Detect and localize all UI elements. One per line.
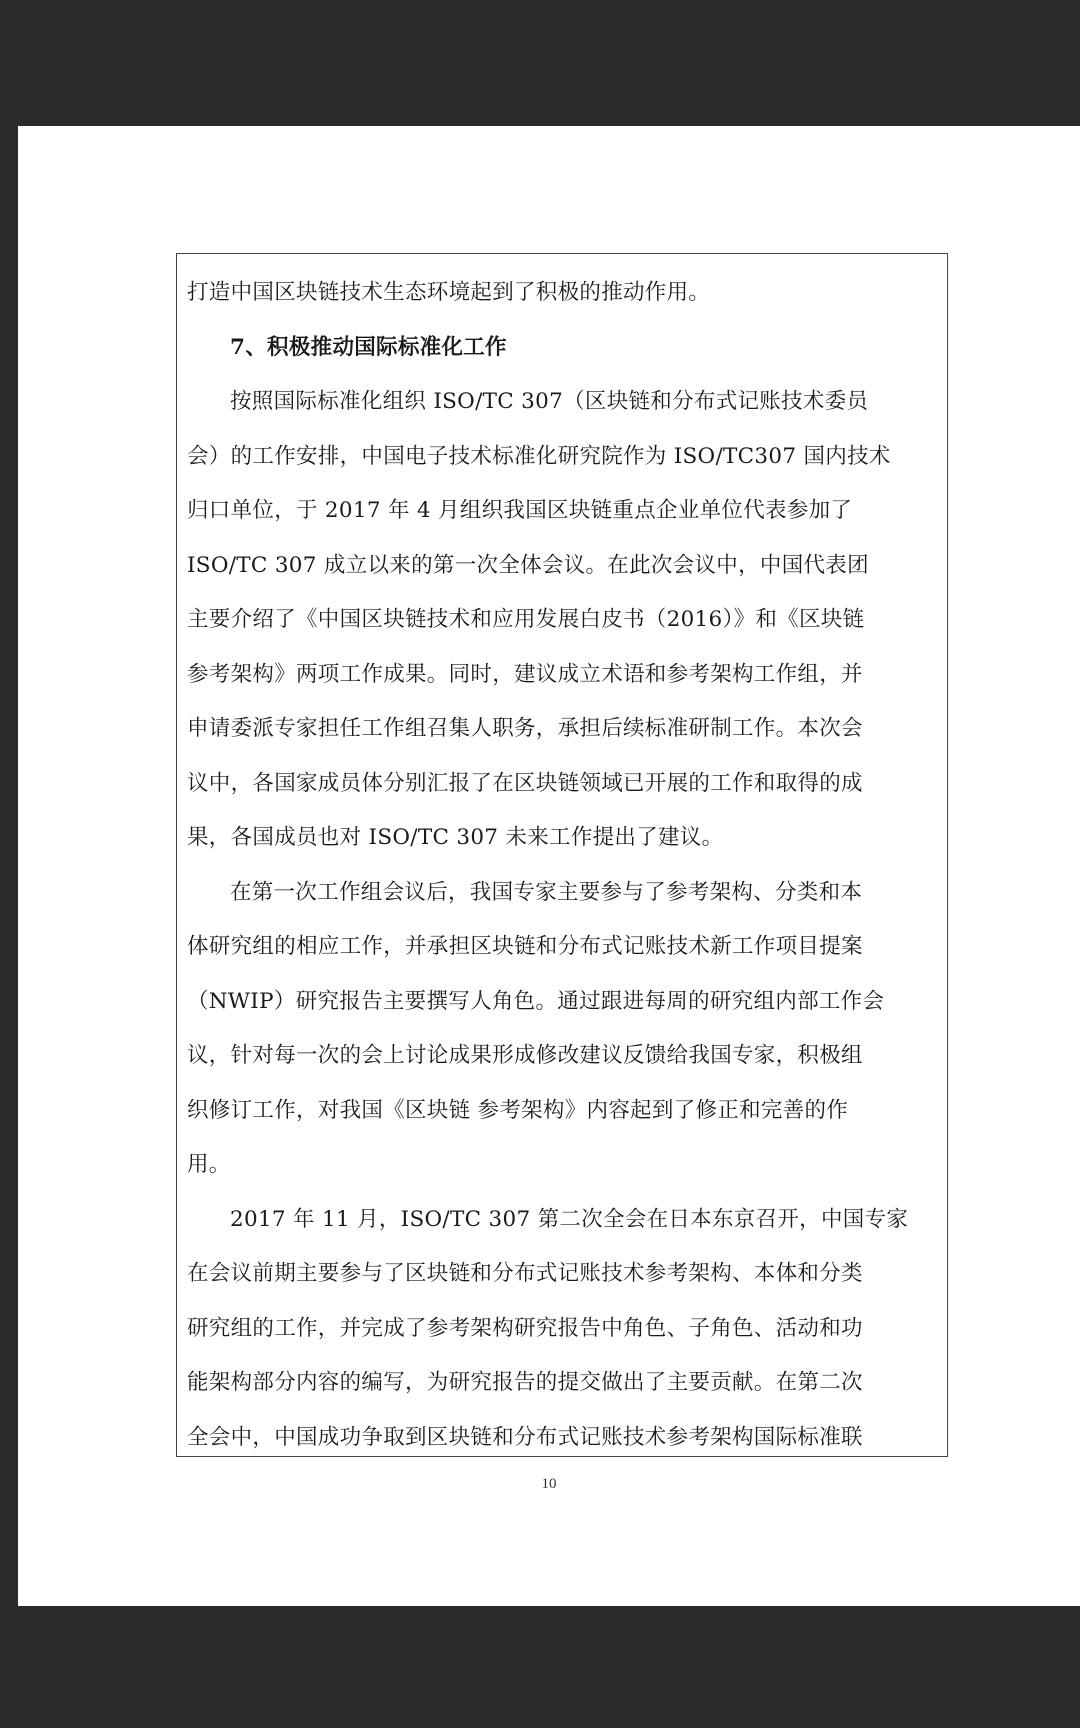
- text-line: 归口单位，于 2017 年 4 月组织我国区块链重点企业单位代表参加了: [187, 498, 853, 523]
- text-line: 主要介绍了《中国区块链技术和应用发展白皮书（2016）》和《区块链: [187, 607, 865, 632]
- text-frame: [176, 253, 948, 1457]
- page-number: 10: [541, 1476, 557, 1492]
- document-page: [18, 126, 1080, 1606]
- section-heading: 7、积极推动国际标准化工作: [230, 334, 507, 360]
- text-line: 议中，各国家成员体分别汇报了在区块链领域已开展的工作和取得的成: [187, 770, 863, 796]
- text-line: 参考架构》两项工作成果。同时，建议成立术语和参考架构工作组，并: [187, 661, 863, 687]
- text-line: ISO/TC 307 成立以来的第一次全体会议。在此次会议中，中国代表团: [187, 552, 869, 578]
- text-line: 全会中，中国成功争取到区块链和分布式记账技术参考架构国际标准联: [187, 1424, 863, 1450]
- text-line: 能架构部分内容的编写，为研究报告的提交做出了主要贡献。在第二次: [187, 1370, 863, 1395]
- text-line: 织修订工作，对我国《区块链 参考架构》内容起到了修正和完善的作: [187, 1097, 849, 1123]
- text-line: （NWIP）研究报告主要撰写人角色。通过跟进每周的研究组内部工作会: [187, 988, 885, 1014]
- paragraph-line: 在第一次工作组会议后，我国专家主要参与了参考架构、分类和本: [230, 879, 863, 905]
- text-line: 议，针对每一次的会上讨论成果形成修改建议反馈给我国专家，积极组: [187, 1043, 863, 1068]
- paragraph-line: 按照国际标准化组织 ISO/TC 307（区块链和分布式记账技术委员: [230, 389, 869, 414]
- text-line: 会）的工作安排，中国电子技术标准化研究院作为 ISO/TC307 国内技术: [187, 443, 891, 469]
- text-line: 打造中国区块链技术生态环境起到了积极的推动作用。: [187, 280, 711, 305]
- text-line: 果，各国成员也对 ISO/TC 307 未来工作提出了建议。: [187, 825, 724, 850]
- text-line: 在会议前期主要参与了区块链和分布式记账技术参考架构、本体和分类: [187, 1261, 863, 1286]
- text-line: 研究组的工作，并完成了参考架构研究报告中角色、子角色、活动和功: [187, 1315, 863, 1341]
- paragraph-line: 2017 年 11 月，ISO/TC 307 第二次全会在日本东京召开，中国专家: [230, 1206, 909, 1232]
- text-line: 用。: [187, 1152, 231, 1177]
- text-line: 申请委派专家担任工作组召集人职务，承担后续标准研制工作。本次会: [187, 716, 863, 741]
- text-line: 体研究组的相应工作，并承担区块链和分布式记账技术新工作项目提案: [187, 934, 863, 959]
